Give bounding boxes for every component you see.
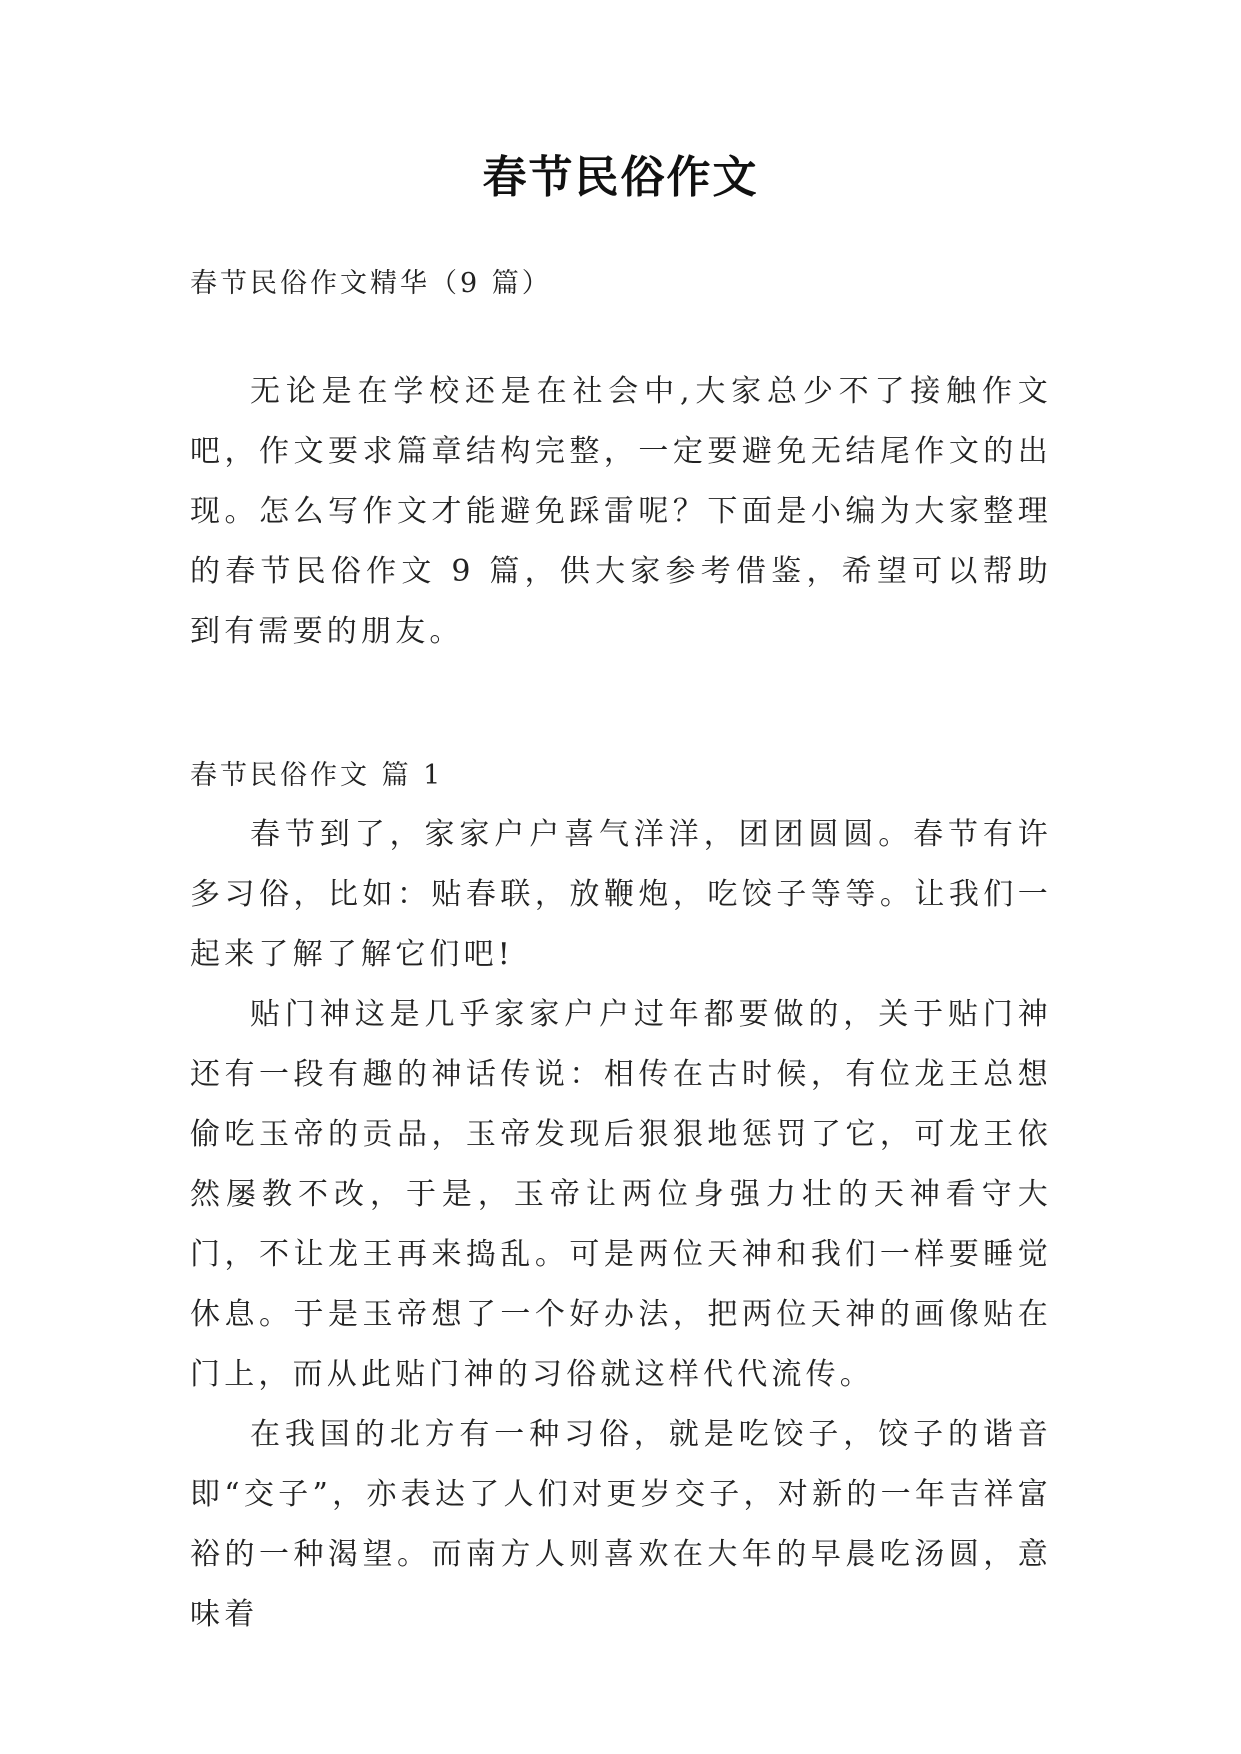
intro-paragraph: 无论是在学校还是在社会中,大家总少不了接触作文吧，作文要求篇章结构完整，一定要避免无结尾作文的出现。怎么写作文才能避免踩雷呢？下面是小编为大家整理的春节民俗作文 9 篇，供大家参考借鉴，希望可以帮助到有需要的朋友。 bbox=[190, 374, 1052, 649]
paragraph-3: 在我国的北方有一种习俗，就是吃饺子，饺子的谐音即“交子”，亦表达了人们对更岁交子，对新的一年吉祥富裕的一种渴望。而南方人则喜欢在大年的早晨吃汤圆，意味着 bbox=[190, 1417, 1052, 1632]
document-subtitle: 春节民俗作文精华（9 篇） bbox=[190, 268, 552, 299]
paragraph-1: 春节到了，家家户户喜气洋洋，团团圆圆。春节有许多习俗，比如：贴春联，放鞭炮，吃饺子等等。让我们一起来了解了解它们吧! bbox=[190, 817, 1052, 972]
document-title: 春节民俗作文 bbox=[482, 152, 759, 203]
section-heading: 春节民俗作文 篇 1 bbox=[190, 760, 444, 791]
paragraph-2: 贴门神这是几乎家家户户过年都要做的，关于贴门神还有一段有趣的神话传说：相传在古时候，有位龙王总想偷吃玉帝的贡品，玉帝发现后狠狠地惩罚了它，可龙王依然屡教不改，于是，玉帝让两位身强力壮的天神看守大门，不让龙王再来捣乱。可是两位天神和我们一样要睡觉休息。于是玉帝想了一个好办法，把两位天神的画像贴在门上，而从此贴门神的习俗就这样代代流传。 bbox=[190, 997, 1052, 1392]
section-body bbox=[190, 805, 1052, 1645]
intro-block bbox=[190, 362, 1052, 662]
